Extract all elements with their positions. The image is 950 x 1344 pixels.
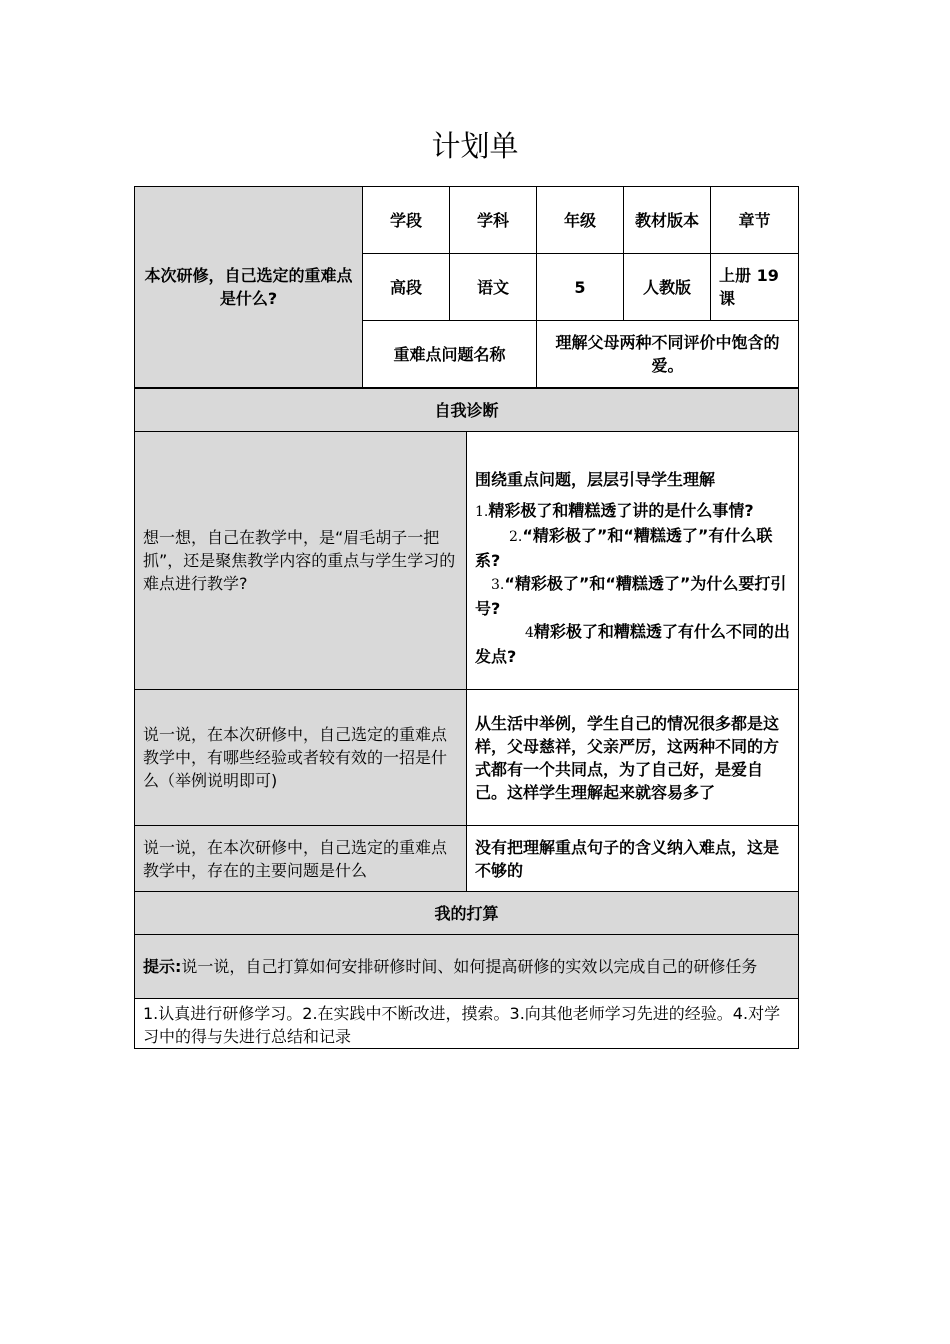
answer-item [475, 524, 790, 572]
hint-label: 提示: [143, 957, 182, 976]
value-edition: 人教版 [624, 254, 711, 321]
plan-content: 1.认真进行研修学习。2.在实践中不断改进，摸索。3.向其他老师学习先进的经验。4.对学习中的得与失进行总结和记录 [135, 999, 799, 1049]
answer-item-text: 精彩极了和糟糕透了有什么不同的出发点? [475, 622, 790, 666]
answer-item-number: 4 [525, 625, 534, 641]
diagnosis-question-1: 想一想，自己在教学中，是“眉毛胡子一把抓”，还是聚焦教学内容的重点与学生学习的难点进行教学? [135, 432, 467, 690]
answer-item-text: “精彩极了”和“糟糕透了”为什么要打引号? [475, 574, 787, 618]
diagnosis-answer-1 [467, 432, 799, 690]
answer-item-number: 2. [509, 529, 523, 545]
answer-item [475, 572, 790, 620]
topic-question: 本次研修，自己选定的重难点是什么? [135, 187, 363, 388]
answer-item-text: “精彩极了”和“糟糕透了”有什么联系? [475, 526, 773, 570]
diagnosis-question-3: 说一说，在本次研修中，自己选定的重难点教学中，存在的主要问题是什么 [135, 826, 467, 892]
answer-item-text: 精彩极了和糟糕透了讲的是什么事情? [488, 501, 754, 520]
diagnosis-answer-3: 没有把理解重点句子的含义纳入难点，这是不够的 [467, 826, 799, 892]
diagnosis-section [134, 388, 799, 1049]
diagnosis-question-2: 说一说，在本次研修中，自己选定的重难点教学中，有哪些经验或者较有效的一招是什么（举例说明即可) [135, 690, 467, 826]
topic-section [134, 186, 799, 388]
topic-value: 理解父母两种不同评价中饱含的爱。 [537, 321, 799, 388]
answer-item [475, 620, 790, 668]
diagnosis-heading: 自我诊断 [135, 389, 799, 432]
page-title: 计划单 [431, 129, 519, 163]
hint-text: 说一说，自己打算如何安排研修时间、如何提高研修的实效以完成自己的研修任务 [181, 957, 758, 976]
value-subject: 语文 [450, 254, 537, 321]
topic-label: 重难点问题名称 [363, 321, 537, 388]
header-grade: 年级 [537, 187, 624, 254]
answer-item-number: 3. [491, 577, 505, 593]
value-stage: 高段 [363, 254, 450, 321]
header-edition: 教材版本 [624, 187, 711, 254]
answer-intro: 围绕重点问题，层层引导学生理解 [475, 470, 716, 489]
answer-item [475, 499, 790, 524]
plan-hint [135, 935, 799, 999]
diagnosis-answer-2: 从生活中举例，学生自己的情况很多都是这样，父母慈祥，父亲严厉，这两种不同的方式都有一个共同点，为了自己好，是爱自己。这样学生理解起来就容易多了 [467, 690, 799, 826]
value-grade: 5 [537, 254, 624, 321]
plan-heading: 我的打算 [135, 892, 799, 935]
header-stage: 学段 [363, 187, 450, 254]
answer-item-number: 1. [475, 504, 489, 520]
header-chapter: 章节 [711, 187, 799, 254]
plan-table [134, 186, 798, 1049]
value-chapter: 上册 19课 [711, 254, 799, 321]
header-subject: 学科 [450, 187, 537, 254]
